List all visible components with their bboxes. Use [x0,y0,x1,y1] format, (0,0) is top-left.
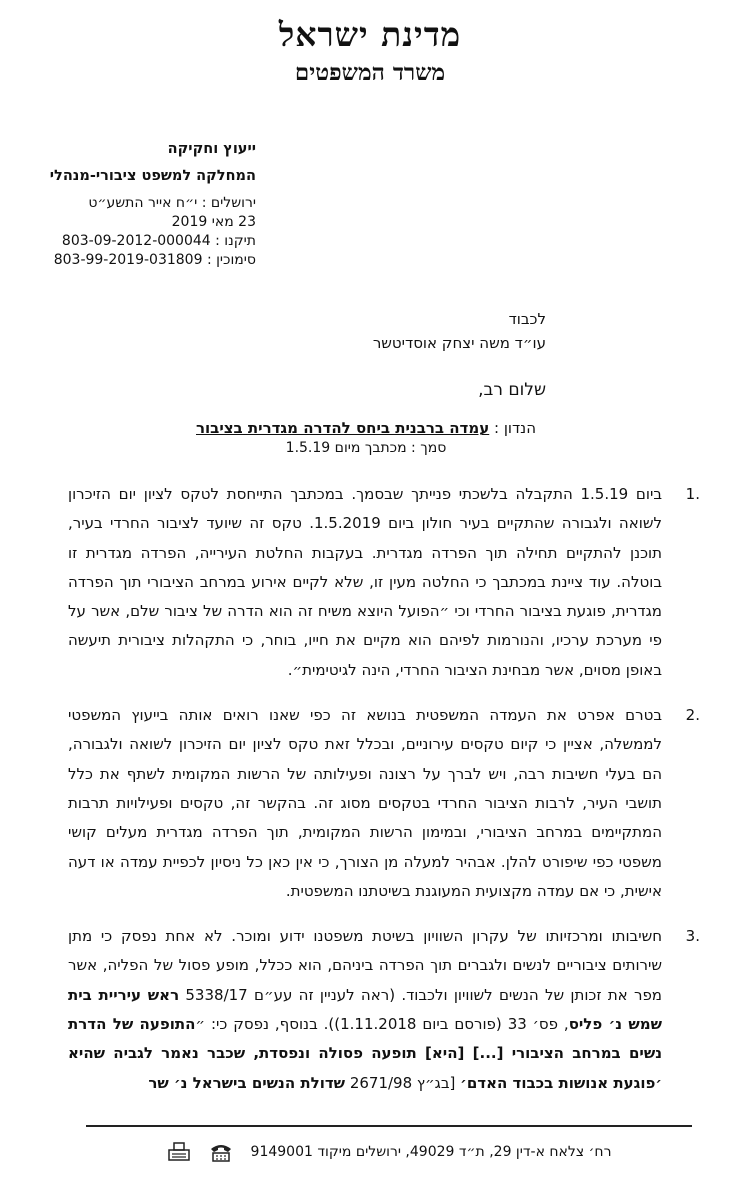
case-citation: ראש עיריית בית שמש נ׳ פליס [68,985,663,1034]
meta-label: תיקנו : [215,233,256,249]
meta-label: ירושלים : [201,195,256,211]
state-title: מדינת ישראל [278,15,462,54]
paragraph-text: , פס׳ 33 (פורסם ביום 1.11.2018)). בנוסף, נפסק כי: ״ [195,1015,569,1034]
paragraph-2 [68,701,700,906]
recipient-name: עו״ד משה יצחק אוסדיטשר [372,334,546,352]
subject-block [40,418,692,458]
subject-title: עמדה ברבנית ביחס להדרה מגדרית בציבור [196,419,490,437]
fax-icon [167,1142,191,1162]
paragraph-3 [68,922,700,1098]
footer-address: רח׳ צלאח א-דין 29, ת״ד 49029, ירושלים מיקוד 9149001 [250,1144,612,1160]
date-gregorian: 23 מאי 2019 [171,214,256,230]
file-number-row [26,232,256,251]
footer-contact-row [86,1142,692,1162]
subject-label: הנדון : [494,419,536,437]
paragraph-number: .1 [685,485,700,503]
date-gregorian-row [26,213,256,232]
paragraph-number: .2 [685,706,700,725]
date-hebrew: י״ח אייר התשע״ט [88,195,198,211]
greeting: שלום רב, [478,380,546,400]
reference-number-row [26,251,256,270]
case-citation: שדולת הנשים בישראל נ׳ שר [148,1073,346,1092]
paragraph-text: חשיבותו ומרכזיותו של עקרון השוויון בשיטת משפטנו ידוע ומוכר. לא אחת נפסק כי מתן שירותים ציבוריים לנשים ולגברים תוך הפרדה ביניהם, הוא ככלל, מופע פסול של הפליה, אשר מפר את זכותן של הנשים לשוויון ולכבוד. (ראה לעניין זה עע״ם 5338/17 [68,927,662,1004]
paragraph-text: בטרם אפרט את העמדה המשפטית בנושא זה כפי שאנו רואים אותה בייעוץ המשפטי לממשלה, אציין כי קיום טקסים עירוניים, ובכלל זאת טקס לציון יום הזיכרון לשואה ולגבורה, הם בעלי חשיבות רבה, ויש לברך על רצונה ופעילותה של הרשות המקומית לשתף את כלל תושבי העיר, לרבות הציבור החרדי בטקסים מסוג זה. בהקשר זה, טקסים ופעילויות תרבות המתקיימים במרחב הציבורי, ובמימון הרשות המקומית, תוך הפרדה מגדרית מעלים קושי משפטי כפי שיפורט להלן. אבהיר למעלה מן הצורך, כי אין כאן כל ניסיון לכפיית עמדה או דעה אישית, כי אם עמדה מקצועית המעוגנת בשיטתנו המשפטית. [68,706,662,900]
sender-unit: ייעוץ וחקיקה [167,141,256,157]
sender-block [26,136,256,270]
date-hebrew-row [26,194,256,213]
recipient-honorific: לכבוד [508,310,546,328]
footer [86,1125,692,1160]
reference-number: 803-99-2019-031809 [53,252,203,268]
paragraph-number: .3 [685,927,700,946]
sender-department: המחלקה למשפט ציבורי-מנהלי [49,168,256,184]
paragraph-text: ביום 1.5.19 התקבלה בלשכתי פנייתך שבסמך. במכתבך התייחסת לטקס לציון יום הזיכרון לשואה ולגבורה שהתקיים בעיר חולון ביום 1.5.2019. טקס זה שיועד לציבור החרדי בעיר, תוכנן להתקיים תחילה תוך הפרדה מגדרית. בעקבות החלטת העירייה, הפרדה מגדרית זו בוטלה. עוד ציינת במכתבך כי החלטה מעין זו, שלא לקיים אירוע במרחב הציבורי תוך הפרדה מגדרית, פוגעת בציבור החרדי וכי ״הפועל היוצא משיח זה הוא הדרה של ציבור שלם, אשר על פי מערכת ערכיו, והנורמות לפיהם הוא מקיים את חייו, בוחר, כי התקהלות ציבורית תיעשה באופן מסוים, אשר מבחינת הציבור החרדי, הינה לגיטימית״. [68,485,662,679]
file-number: 803-09-2012-000044 [61,233,211,249]
telephone-icon [209,1142,233,1162]
reference-line: סמך : מכתבך מיום 1.5.19 [285,440,447,456]
subject-line [40,418,692,438]
recipient-block [46,307,546,355]
paragraph-text: [בג״ץ 2671/98 [345,1073,461,1092]
letter-metadata [26,194,256,270]
meta-label: סימוכין : [206,252,256,268]
court-quote: התופעה של הדרת נשים במרחב הציבורי [...] [היא] תופעה פסולה ונפסדת, שכבר נאמר לגביה שהיא ׳פוגעת אנושות בכבוד האדם׳ [68,1015,662,1092]
letter-body [68,480,700,1114]
letterhead [0,14,740,88]
paragraph-1 [68,480,700,685]
ministry-title: משרד המשפטים [294,59,446,86]
